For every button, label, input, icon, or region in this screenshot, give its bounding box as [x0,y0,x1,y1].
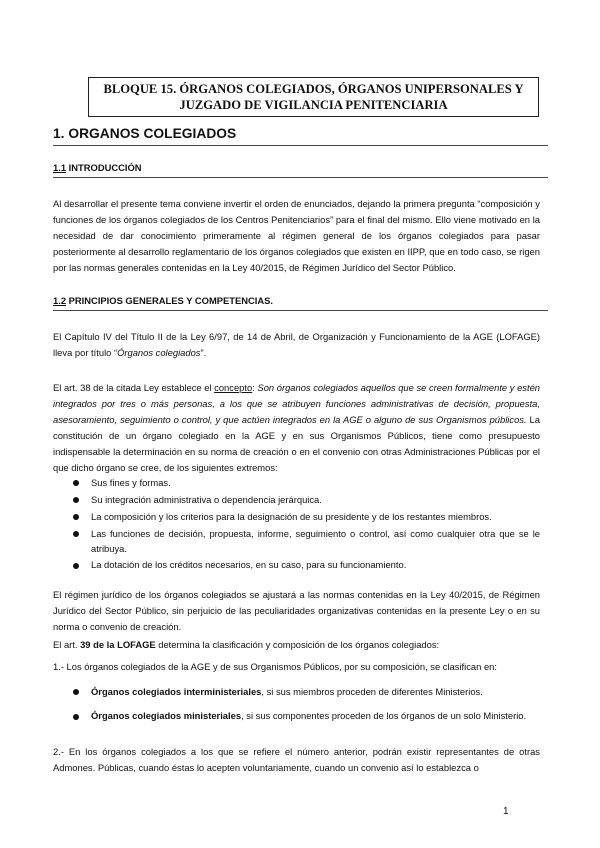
list-item [91,708,540,723]
document-title-box [88,77,539,117]
subsection-number: 1.1 [53,162,67,173]
paragraph-text: El art. 38 de la citada Ley establece el [53,382,215,393]
underlined-term: concepto [214,382,253,393]
subsection-rule [53,177,548,178]
list-item-text: , si sus miembros proceden de diferentes Ministerios. [261,686,483,697]
bold-term: Órganos colegiados interministeriales [91,686,262,697]
bullet-dot [73,480,79,486]
subsection-title: PRINCIPIOS GENERALES Y COMPETENCIAS. [66,295,274,306]
paragraph-art39 [53,637,540,653]
list-item: Sus fines y formas. [91,477,171,488]
bold-term: Órganos colegiados ministeriales [91,710,242,721]
subsection-number: 1.2 [53,295,67,306]
list-item: Las funciones de decisión, propuesta, informe, seguimiento o control, así como cualquier otra que se le atribuya. [91,528,540,554]
title-line-2: JUZGADO DE VIGILANCIA PENITENCIARIA [179,98,448,112]
subsection-heading-principios [53,295,553,307]
section-heading-rule [53,145,548,146]
paragraph-text: El Capítulo IV del Título II de la Ley 6/97, de 14 de Abril, de Organización y Funcionamiento de la AGE (LOFAGE) lleva por título “ [53,331,540,358]
bold-reference: 39 de la LOFAGE [80,639,156,650]
paragraph-art38 [53,380,540,476]
list-item: La composición y los criterios para la designación de su presidente y de los restantes miembros. [91,511,492,522]
subsection-heading-introduccion [53,162,553,174]
colon: : [252,382,258,393]
paragraph-regimen: El régimen jurídico de los órganos colegiados se ajustará a las normas contenidas en la Ley 40/2015, de Régimen Jurídico del Sector Público, sin perjuicio de las peculiaridades organizativas contenidas en la presente Ley o en su norma o convenio de creación. [53,589,540,632]
paragraph-capitulo [53,329,540,361]
subsection-rule [53,310,548,311]
paragraph-end: ”. [200,347,207,358]
list-item: La dotación de los créditos necesarios, en su caso, para su funcionamiento. [91,559,407,570]
bullet-dot [73,497,79,503]
list-item [91,684,540,699]
bullet-dot [73,531,79,537]
list-item: Su integración administrativa o dependencia jerárquica. [91,494,322,505]
bullet-dot [73,563,79,569]
list-item-text: , si sus componentes proceden de los órganos de un solo Ministerio. [241,710,527,721]
italic-title: Órganos colegiados [117,347,201,358]
italic-definition: Son órganos colegiados aquellos que se creen formalmente y estén integrados por tres o más personas, a los que se atribuyen funciones administrativas de decisión, propuesta, asesoramiento, seguimiento o control, y que actúen integrados en la AGE o alguno de sus Organismos públicos. [53,382,541,425]
bullet-dot [73,514,79,520]
title-line-1: BLOQUE 15. ÓRGANOS COLEGIADOS, ÓRGANOS UNIPERSONALES Y [103,82,524,96]
bullet-dot [73,689,79,695]
paragraph-text: determina la clasificación y composición de los órganos colegiados: [155,639,440,650]
bullet-dot [73,714,79,720]
paragraph-clasificacion: 1.- Los órganos colegiados de la AGE y de sus Organismos Públicos, por su composición, se clasifican en: [53,661,497,672]
subsection-title: INTRODUCCIÓN [66,162,142,173]
paragraph-text: El art. [53,639,81,650]
paragraph-text: La constitución de un órgano colegiado en la AGE y en sus Organismos Públicos, tiene como presupuesto indispensable la determinación en su norma de creación o en el convenio con otras Administraciones Públicas por el que dicho órgano se cree, de los siguientes extremos: [53,414,540,473]
paragraph-representantes: 2.- En los órganos colegiados a los que se refiere el número anterior, podrán existir representantes de otras Admones. Públicas, cuando éstas lo acepten voluntariamente, cuando un convenio así lo establezca o [53,746,540,773]
page-number: 1 [503,806,509,817]
intro-paragraph: Al desarrollar el presente tema conviene invertir el orden de enunciados, dejando la primera pregunta “composición y funciones de los órganos colegiados de los Centros Penitenciarios” para el final del mismo. Ello viene motivado en la necesidad de dar conocimiento primeramente al régimen general de los órganos colegiados para pasar posteriormente al desarrollo reglamentario de los órganos colegiados que existen en IIPP, que en todo caso, se rigen por las normas generales contenidas en la Ley 40/2015, de Régimen Jurídico del Sector Público. [53,198,540,273]
section-heading: 1. ORGANOS COLEGIADOS [53,126,237,141]
